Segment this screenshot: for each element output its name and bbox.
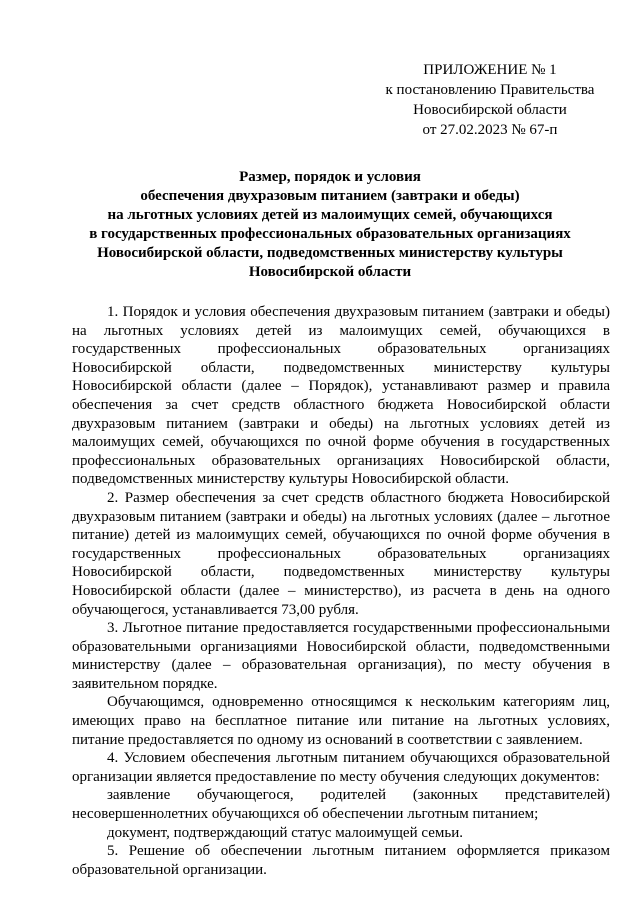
- title-line: обеспечения двухразовым питанием (завтраки и обеды): [140, 188, 520, 204]
- title-line: Новосибирской области, подведомственных министерству культуры: [97, 245, 563, 261]
- appendix-region: Новосибирской области: [413, 102, 567, 118]
- appendix-date: от 27.02.2023 № 67-п: [422, 122, 558, 138]
- appendix-reference: к постановлению Правительства: [385, 82, 595, 98]
- paragraph-1: 1. Порядок и условия обеспечения двухразовым питанием (завтраки и обеды) на льготных условиях детей из малоимущих семей, обучающихся в государственных профессиональных образовательных организациях Новосибирской области, подведомственных министерству культуры Новосибирской области (далее – Порядок), устанавливают размер и правила обеспечения за счет средств областного бюджета Новосибирской области двухразовым питанием (завтраки и обеды) на льготных условиях детей из малоимущих семей, обучающихся по очной форме обучения в государственных профессиональных образовательных организациях Новосибирской области, подведомственных министерству культуры Новосибирской области.: [72, 304, 610, 488]
- paragraph-4: 4. Условием обеспечения льготным питанием обучающихся образовательной организации является предоставление по месту обучения следующих документов:: [72, 750, 610, 785]
- document-body: [72, 303, 610, 879]
- title-line: Размер, порядок и условия: [239, 169, 421, 185]
- paragraph-2: 2. Размер обеспечения за счет средств областного бюджета Новосибирской двухразовым питанием (завтраки и обеды) на льготных условиях (далее – льготное питание) детей из малоимущих семей, обучающихся по очной форме обучения в государственных профессиональных образовательных организациях Новосибирской области, подведомственных министерству культуры Новосибирской области (далее – министерство), из расчета в день на одного обучающегося, устанавливается 73,00 рубля.: [72, 489, 610, 618]
- appendix-number: ПРИЛОЖЕНИЕ № 1: [423, 62, 557, 78]
- title-line: Новосибирской области: [248, 264, 412, 280]
- title-line: в государственных профессиональных образовательных организациях: [89, 226, 571, 242]
- appendix-header: [380, 60, 600, 140]
- paragraph-4-item-application: заявление обучающегося, родителей (законных представителей) несовершеннолетних обучающихся об обеспечении льготным питанием;: [72, 787, 610, 823]
- document-title: [60, 168, 600, 282]
- paragraph-3: 3. Льготное питание предоставляется государственными профессиональными образовательными организациями Новосибирской области, подведомственными министерству (далее – образовательная организация), по месту обучения в заявительном порядке.: [72, 620, 610, 692]
- paragraph-3-note: Обучающимся, одновременно относящимся к нескольким категориям лиц, имеющих право на бесплатное питание или питание на льготных условиях, питание предоставляется по одному из оснований в соответствии с заявлением.: [72, 694, 610, 748]
- paragraph-5: 5. Решение об обеспечении льготным питанием оформляется приказом образовательной организации.: [72, 843, 610, 878]
- paragraph-4-item-document: документ, подтверждающий статус малоимущей семьи.: [107, 824, 463, 841]
- title-line: на льготных условиях детей из малоимущих семей, обучающихся: [107, 207, 553, 223]
